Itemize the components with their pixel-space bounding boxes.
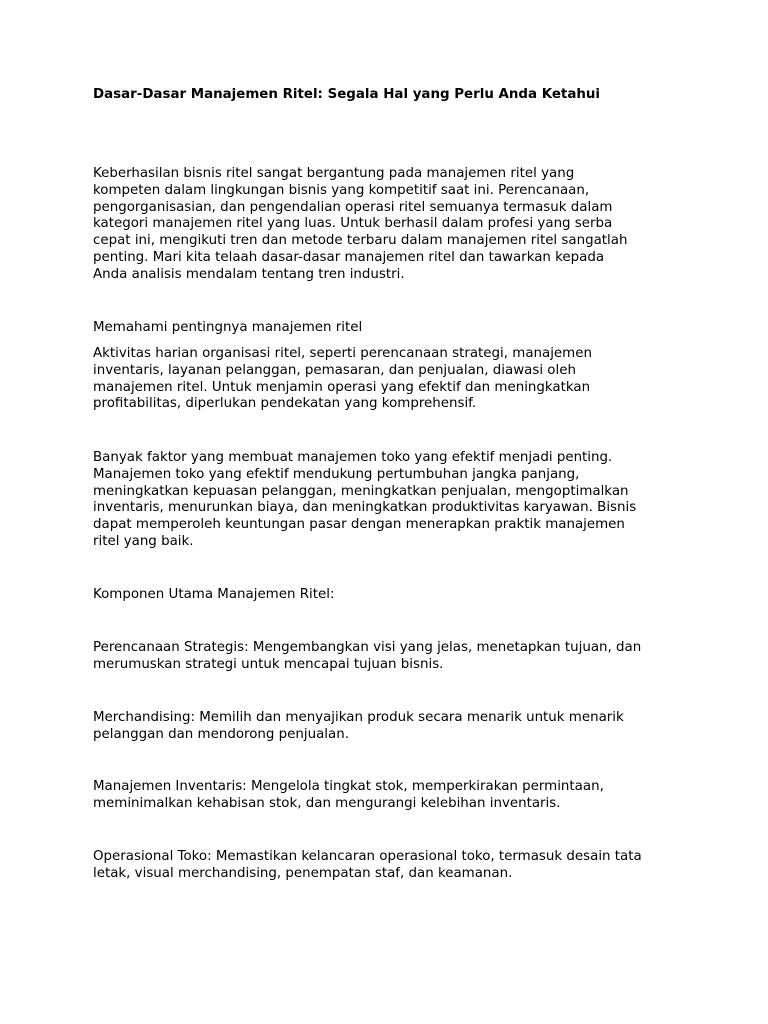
section-heading: Memahami pentingnya manajemen ritel — [93, 320, 363, 335]
component-item-merchandising: Merchandising: Memilih dan menyajikan produk secara menarik untuk menarik pelanggan dan mendorong penjualan. — [93, 710, 624, 742]
intro-paragraph: Keberhasilan bisnis ritel sangat bergantung pada manajemen ritel yang kompeten dalam lingkungan bisnis yang kompetitif saat ini. Perencanaan, pengorganisasian, dan pengendalian operasi ritel semuanya termasuk dalam kategori manajemen ritel yang luas. Untuk berhasil dalam profesi yang serba cepat ini, mengikuti tren dan metode terbaru dalam manajemen ritel sangatlah penting. Mari kita telaah dasar-dasar manajemen ritel dan tawarkan kepada Anda analisis mendalam tentang tren industri. — [93, 166, 628, 282]
components-heading: Komponen Utama Manajemen Ritel: — [93, 587, 335, 602]
component-item-strategic-planning: Perencanaan Strategis: Mengembangkan visi yang jelas, menetapkan tujuan, dan merumuskan strategi untuk mencapai tujuan bisnis. — [93, 640, 642, 672]
section-paragraph: Banyak faktor yang membuat manajemen toko yang efektif menjadi penting. Manajemen toko yang efektif mendukung pertumbuhan jangka panjang, meningkatkan kepuasan pelanggan, meningkatkan penjualan, mengoptimalkan inventaris, menurunkan biaya, dan meningkatkan produktivitas karyawan. Bisnis dapat memperoleh keuntungan pasar dengan menerapkan praktik manajemen ritel yang baik. — [93, 450, 637, 549]
component-item-store-operations: Operasional Toko: Memastikan kelancaran operasional toko, termasuk desain tata letak, visual merchandising, penempatan staf, dan keamanan. — [93, 849, 642, 881]
component-item-inventory: Manajemen Inventaris: Mengelola tingkat stok, memperkirakan permintaan, meminimalkan kehabisan stok, dan mengurangi kelebihan inventaris. — [93, 779, 604, 811]
document-title: Dasar-Dasar Manajemen Ritel: Segala Hal yang Perlu Anda Ketahui — [93, 87, 601, 102]
section-paragraph: Aktivitas harian organisasi ritel, seperti perencanaan strategi, manajemen inventaris, layanan pelanggan, pemasaran, dan penjualan, diawasi oleh manajemen ritel. Untuk menjamin operasi yang efektif dan meningkatkan profitabilitas, diperlukan pendekatan yang komprehensif. — [93, 346, 592, 412]
